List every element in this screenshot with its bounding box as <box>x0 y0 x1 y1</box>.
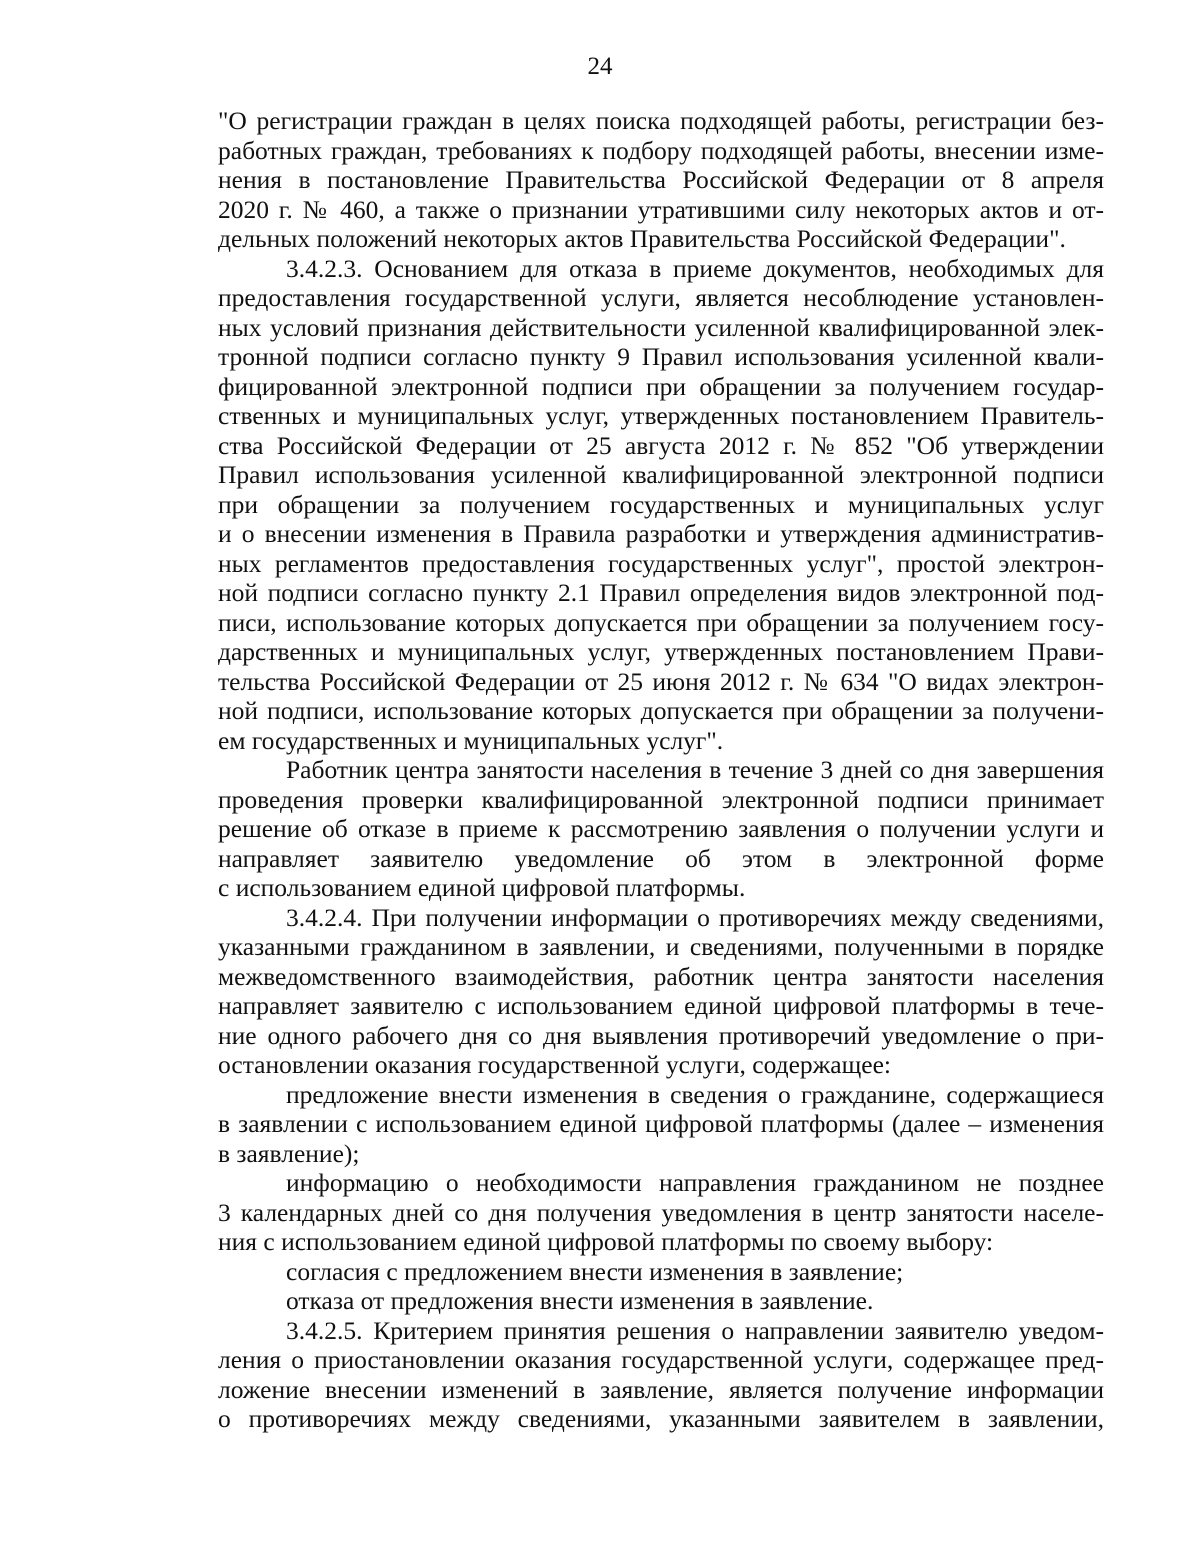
text-line: ных регламентов предоставления государственных услуг", простой электрон- <box>218 548 1104 578</box>
text-line: направляет заявителю уведомление об этом в электронной форме <box>218 843 1104 873</box>
text-line: предложение внести изменения в сведения о гражданине, содержащиеся <box>286 1079 1104 1109</box>
page-number: 24 <box>587 53 613 80</box>
text-line: дарственных и муниципальных услуг, утвержденных постановлением Прави- <box>218 637 1104 666</box>
text-line: "О регистрации граждан в целях поиска подходящей работы, регистрации без- <box>218 106 1104 135</box>
text-line: при обращении за получением государственных и муниципальных услуг <box>218 489 1104 519</box>
text-line: межведомственного взаимодействия, работник центра занятости населения <box>218 961 1104 991</box>
text-line: ства Российской Федерации от 25 августа 2012 г. № 852 "Об утверждении <box>218 430 1104 460</box>
text-line: фицированной электронной подписи при обращении за получением государ- <box>218 371 1104 401</box>
text-line: отказа от предложения внести изменения в заявление. <box>286 1286 874 1315</box>
text-line: предоставления государственной услуги, является несоблюдение установлен- <box>218 283 1104 312</box>
text-line: ной подписи, использование которых допускается при обращении за получени- <box>218 696 1104 725</box>
text-line: информацию о необходимости направления гражданином не позднее <box>286 1168 1104 1197</box>
text-line: ложение внесении изменений в заявление, является получение информации <box>218 1374 1104 1404</box>
text-line: 3.4.2.4. При получении информации о противоречиях между сведениями, <box>286 902 1104 932</box>
text-line: тронной подписи согласно пункту 9 Правил использования усиленной квали- <box>218 342 1104 371</box>
text-line: согласия с предложением внести изменения в заявление; <box>286 1256 904 1286</box>
text-line: направляет заявителю с использованием единой цифровой платформы в тече- <box>218 991 1104 1020</box>
text-line: писи, использование которых допускается при обращении за получением госу- <box>218 607 1104 637</box>
text-line: ления о приостановлении оказания государственной услуги, содержащее пред- <box>218 1345 1104 1374</box>
text-line: ем государственных и муниципальных услуг". <box>218 725 724 755</box>
text-line: о противоречиях между сведениями, указанными заявителем в заявлении, <box>218 1404 1104 1433</box>
text-line: нения в постановление Правительства Российской Федерации от 8 апреля <box>218 165 1104 194</box>
text-line: ние одного рабочего дня со дня выявления противоречий уведомление о при- <box>218 1020 1104 1050</box>
text-line: Работник центра занятости населения в течение 3 дней со дня завершения <box>286 755 1104 784</box>
document-body <box>218 106 1104 1434</box>
text-line: тельства Российской Федерации от 25 июня 2012 г. № 634 "О видах электрон- <box>218 666 1104 696</box>
text-line: решение об отказе в приеме к рассмотрению заявления о получении услуги и <box>218 814 1104 843</box>
text-line: ных условий признания действительности усиленной квалифицированной элек- <box>218 312 1104 342</box>
text-line: 3.4.2.5. Критерием принятия решения о направлении заявителю уведом- <box>286 1315 1104 1345</box>
text-line: 3 календарных дней со дня получения уведомления в центр занятости населе- <box>218 1197 1104 1227</box>
text-line: ной подписи согласно пункту 2.1 Правил определения видов электронной под- <box>218 578 1104 607</box>
text-line: с использованием единой цифровой платформы. <box>218 873 746 902</box>
text-line: остановлении оказания государственной услуги, содержащее: <box>218 1050 891 1079</box>
text-line: Правил использования усиленной квалифицированной электронной подписи <box>218 460 1104 489</box>
text-line: и о внесении изменения в Правила разработки и утверждения административ- <box>218 519 1104 548</box>
text-line: в заявлении с использованием единой цифровой платформы (далее – изменения <box>218 1109 1104 1138</box>
text-line: указанными гражданином в заявлении, и сведениями, полученными в порядке <box>218 932 1104 961</box>
text-line: проведения проверки квалифицированной электронной подписи принимает <box>218 784 1104 814</box>
text-line: ственных и муниципальных услуг, утвержденных постановлением Правитель- <box>218 401 1104 430</box>
text-line: работных граждан, требованиях к подбору подходящей работы, внесении изме- <box>218 135 1104 165</box>
text-line: ния с использованием единой цифровой платформы по своему выбору: <box>218 1227 994 1256</box>
text-line: дельных положений некоторых актов Правительства Российской Федерации". <box>218 224 1066 253</box>
text-line: в заявление); <box>218 1138 360 1168</box>
text-line: 3.4.2.3. Основанием для отказа в приеме документов, необходимых для <box>286 253 1104 283</box>
text-line: 2020 г. № 460, а также о признании утратившими силу некоторых актов и от- <box>218 194 1104 224</box>
